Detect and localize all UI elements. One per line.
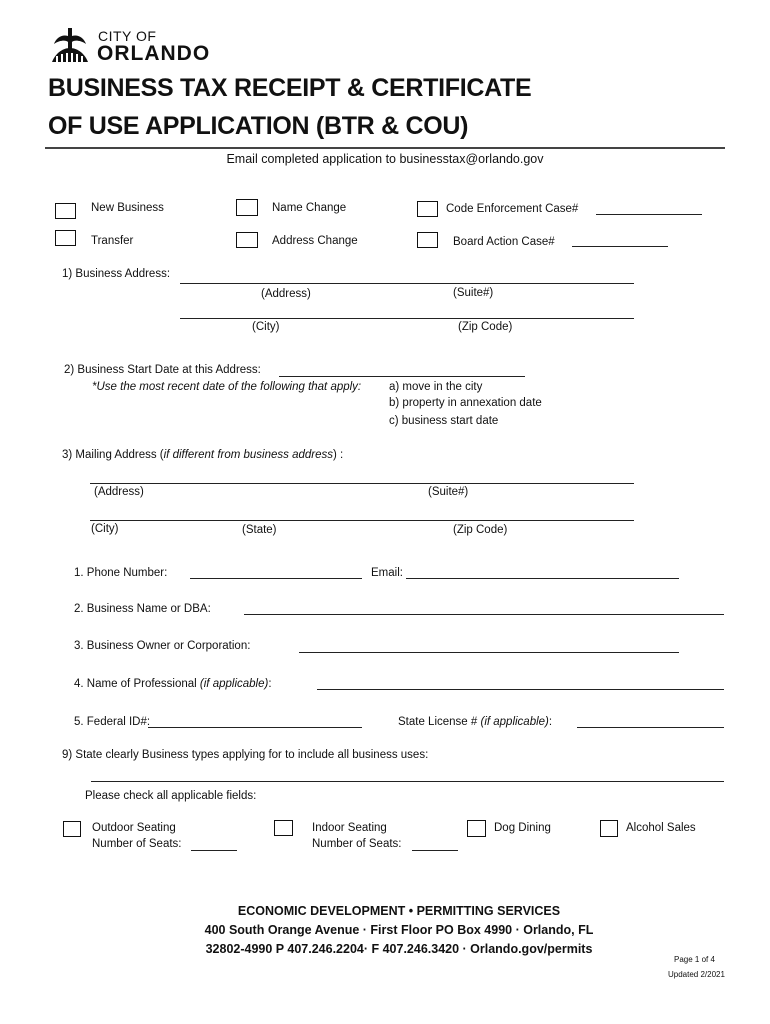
- phone-label: 1. Phone Number:: [74, 567, 168, 579]
- indoor-seats-label: Number of Seats:: [312, 838, 402, 850]
- indoor-seats-field[interactable]: [412, 850, 458, 851]
- mailing-address-label-italic: if different from business address: [163, 449, 334, 461]
- business-zip-hint: (Zip Code): [458, 321, 513, 333]
- business-name-label: 2. Business Name or DBA:: [74, 603, 211, 615]
- address-change-checkbox[interactable]: [236, 232, 258, 248]
- outdoor-seats-field[interactable]: [191, 850, 237, 851]
- business-types-field[interactable]: [91, 781, 724, 782]
- business-name-field[interactable]: [244, 614, 724, 615]
- professional-label-italic: (if applicable): [199, 678, 269, 690]
- mailing-zip-hint: (Zip Code): [453, 524, 508, 536]
- start-date-note: *Use the most recent date of the following that apply:: [92, 381, 362, 393]
- outdoor-seating-label: Outdoor Seating: [92, 822, 176, 834]
- new-business-label: New Business: [91, 202, 164, 214]
- name-change-label: Name Change: [272, 202, 347, 214]
- business-address-field[interactable]: [180, 283, 634, 284]
- city-logo: [50, 26, 230, 66]
- page-title-line1: BUSINESS TAX RECEIPT & CERTIFICATE: [48, 74, 532, 102]
- footer-address: 400 South Orange Avenue · First Floor PO Box 4990 · Orlando, FL: [204, 923, 594, 937]
- code-enforcement-field[interactable]: [596, 214, 702, 215]
- board-action-field[interactable]: [572, 246, 668, 247]
- professional-label: [74, 678, 272, 690]
- federal-id-field[interactable]: [148, 727, 362, 728]
- footer-department: ECONOMIC DEVELOPMENT • PERMITTING SERVICES: [237, 904, 561, 918]
- transfer-label: Transfer: [91, 235, 134, 247]
- business-types-label: 9) State clearly Business types applying for to include all business uses:: [62, 749, 429, 761]
- new-business-checkbox[interactable]: [55, 203, 76, 219]
- start-date-option-a: a) move in the city: [389, 381, 483, 393]
- mailing-suite-hint: (Suite#): [428, 486, 469, 498]
- dog-dining-label: Dog Dining: [494, 822, 551, 834]
- mailing-city-state-zip-field[interactable]: [90, 520, 634, 521]
- professional-label-pre: 4. Name of Professional: [74, 678, 200, 690]
- indoor-seating-checkbox[interactable]: [274, 820, 293, 836]
- updated-date: Updated 2/2021: [668, 970, 725, 979]
- address-change-label: Address Change: [272, 235, 358, 247]
- start-date-option-b: b) property in annexation date: [389, 397, 542, 409]
- mailing-city-hint: (City): [91, 523, 119, 535]
- footer-contact: 32802-4990 P 407.246.2204· F 407.246.3420 · Orlando.gov/permits: [205, 942, 593, 956]
- board-action-checkbox[interactable]: [417, 232, 438, 248]
- dog-dining-checkbox[interactable]: [467, 820, 486, 837]
- mailing-address-label-pre: 3) Mailing Address (: [62, 449, 164, 461]
- title-divider: [45, 147, 725, 149]
- indoor-seating-label: Indoor Seating: [312, 822, 387, 834]
- mailing-address-hint: (Address): [94, 486, 144, 498]
- business-suite-hint: (Suite#): [453, 287, 494, 299]
- business-address-label: 1) Business Address:: [62, 268, 171, 280]
- start-date-option-c: c) business start date: [389, 415, 499, 427]
- email-note: Email completed application to businesstax@orlando.gov: [226, 152, 544, 166]
- fountain-logo-icon: [50, 26, 94, 64]
- state-license-label-post: :: [548, 716, 553, 728]
- start-date-field[interactable]: [279, 376, 525, 377]
- outdoor-seating-checkbox[interactable]: [63, 821, 81, 837]
- page-number: Page 1 of 4: [674, 955, 715, 964]
- professional-field[interactable]: [317, 689, 724, 690]
- state-license-label-pre: State License #: [398, 716, 481, 728]
- logo-orlando: ORLANDO: [97, 42, 211, 65]
- code-enforcement-checkbox[interactable]: [417, 201, 438, 217]
- federal-id-label: 5. Federal ID#:: [74, 716, 151, 728]
- mailing-address-label: [62, 449, 343, 461]
- state-license-label: [398, 716, 552, 728]
- logo-city-of: CITY OF: [98, 28, 157, 44]
- transfer-checkbox[interactable]: [55, 230, 76, 246]
- mailing-address-field[interactable]: [90, 483, 634, 484]
- mailing-state-hint: (State): [242, 524, 277, 536]
- outdoor-seats-label: Number of Seats:: [92, 838, 182, 850]
- business-city-hint: (City): [252, 321, 280, 333]
- owner-field[interactable]: [299, 652, 679, 653]
- state-license-field[interactable]: [577, 727, 724, 728]
- email-field[interactable]: [406, 578, 679, 579]
- check-fields-note: Please check all applicable fields:: [85, 790, 257, 802]
- owner-label: 3. Business Owner or Corporation:: [74, 640, 251, 652]
- business-city-zip-field[interactable]: [180, 318, 634, 319]
- mailing-address-label-post: ) :: [333, 449, 344, 461]
- code-enforcement-label: Code Enforcement Case#: [446, 203, 579, 215]
- board-action-label: Board Action Case#: [453, 236, 555, 248]
- alcohol-sales-checkbox[interactable]: [600, 820, 618, 837]
- name-change-checkbox[interactable]: [236, 199, 258, 216]
- state-license-label-italic: (if applicable): [480, 716, 549, 728]
- alcohol-sales-label: Alcohol Sales: [626, 822, 696, 834]
- professional-label-post: :: [268, 678, 272, 690]
- start-date-label: 2) Business Start Date at this Address:: [64, 364, 261, 376]
- phone-field[interactable]: [190, 578, 362, 579]
- business-address-hint: (Address): [261, 288, 311, 300]
- email-label: Email:: [371, 567, 403, 579]
- page-title-line2: OF USE APPLICATION (BTR & COU): [48, 112, 469, 140]
